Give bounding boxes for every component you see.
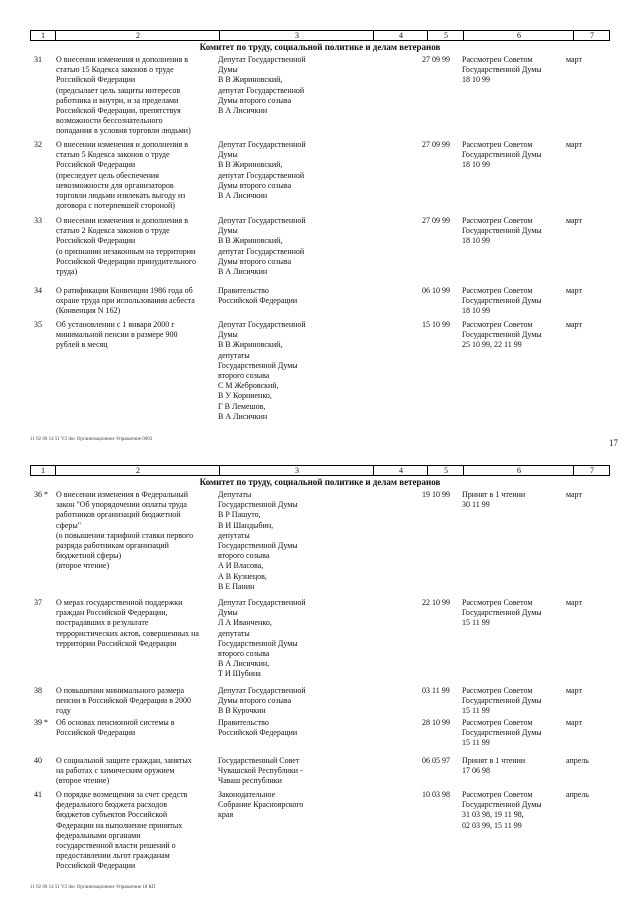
bill-status-line: Рассмотрен Советом bbox=[462, 598, 533, 607]
bill-title-line: работника и внутри, и за пределами bbox=[56, 95, 179, 105]
submission-date: 03 11 99 bbox=[422, 686, 450, 695]
bill-author-line: А В Кузнецов, bbox=[218, 571, 267, 581]
bill-author-line: Думы второго созыва bbox=[218, 180, 292, 190]
bill-title-line: возможности бессознательного bbox=[56, 116, 163, 126]
bill-author-line: второго созыва bbox=[218, 649, 270, 659]
row-number: 34 bbox=[34, 286, 42, 295]
column-header-cell: 3 bbox=[219, 466, 374, 475]
bill-title-line: О мерах государственной поддержки bbox=[56, 598, 183, 607]
bill-title-line: сферы" bbox=[56, 520, 82, 530]
row-number: 32 bbox=[34, 140, 42, 149]
bill-author-line: Л А Иванченко, bbox=[218, 618, 272, 628]
bill-title-line: федеральными органами bbox=[56, 830, 141, 840]
bill-status-line: 25 10 99, 22 11 99 bbox=[462, 340, 522, 350]
bill-title-line: пострадавших в результате bbox=[56, 618, 149, 628]
bill-status bbox=[462, 320, 566, 351]
bill-status-line: 18 10 99 bbox=[462, 306, 490, 316]
planned-month: март bbox=[566, 718, 582, 727]
column-header-row bbox=[30, 30, 610, 41]
bill-author-line: В В Жириновский, bbox=[218, 236, 283, 246]
bill-title-line: статью 15 Кодекса законов о труде bbox=[56, 65, 174, 75]
bill-status bbox=[462, 718, 566, 749]
bill-title-line: Об основах пенсионной системы в bbox=[56, 718, 175, 727]
bill-author-line: Правительство bbox=[218, 286, 269, 295]
bill-title-line: попадания в условия торговли людьми) bbox=[56, 126, 191, 136]
row-number: 38 bbox=[34, 686, 42, 695]
bill-author-line: Думы второго созыва bbox=[218, 696, 292, 706]
submission-date: 27 09 99 bbox=[422, 216, 450, 225]
bill-author-line: С М Жебровский, bbox=[218, 381, 279, 391]
bill-status bbox=[462, 286, 566, 317]
bill-author-line: Правительство bbox=[218, 718, 269, 727]
bill-author-line: Российской Федерации bbox=[218, 728, 298, 738]
bill-author-line: Государственной Думы bbox=[218, 541, 298, 551]
bill-title-line: Российской Федерации bbox=[56, 236, 136, 246]
bill-title-line: О внесении изменения и дополнения в bbox=[56, 216, 189, 225]
column-header-cell: 1 bbox=[41, 466, 45, 475]
column-header-cell: 6 bbox=[463, 31, 574, 40]
bill-author-line: Депутат Государственной bbox=[218, 686, 306, 695]
planned-month: апрель bbox=[566, 756, 589, 765]
bill-author bbox=[218, 790, 346, 821]
row-number: 33 bbox=[34, 216, 42, 225]
bill-status-line: 31 03 98, 19 11 98, bbox=[462, 810, 524, 820]
column-header-cell: 5 bbox=[427, 31, 464, 40]
row-number: 41 bbox=[34, 790, 42, 799]
column-header-cell: 3 bbox=[219, 31, 374, 40]
bill-author-line: депутаты bbox=[218, 530, 250, 540]
bill-status-line: 18 10 99 bbox=[462, 236, 490, 246]
bill-author-line: Думы bbox=[218, 330, 238, 340]
bill-author bbox=[218, 598, 346, 680]
bill-title-line: разряда работникам организаций bbox=[56, 541, 169, 551]
bill-status-line: Государственной Думы bbox=[462, 226, 542, 236]
column-header-cell: 4 bbox=[373, 31, 428, 40]
bill-title-line: О ратификации Конвенции 1986 года об bbox=[56, 286, 193, 295]
bill-status bbox=[462, 598, 566, 629]
page-footer: 11 02 00 14 51 V2 doc Организационное Управление 18 КП bbox=[30, 885, 156, 890]
submission-date: 27 09 99 bbox=[422, 140, 450, 149]
submission-date: 27 09 99 bbox=[422, 55, 450, 64]
bill-author-line: В А Лисичкин, bbox=[218, 659, 270, 669]
bill-title-line: (преследует цель обеспечения bbox=[56, 170, 159, 180]
bill-author bbox=[218, 55, 346, 116]
bill-author-line: В В Жириновский, bbox=[218, 75, 283, 85]
bill-title-line: минимальной пенсии в размере 900 bbox=[56, 330, 178, 340]
bill-title-line: на работах с химическим оружием bbox=[56, 766, 175, 776]
bill-author-line: В И Шандыбин, bbox=[218, 520, 274, 530]
bill-author-line: депутат Государственной bbox=[218, 246, 305, 256]
bill-author-line: Депутат Государственной bbox=[218, 140, 306, 149]
planned-month: март bbox=[566, 598, 582, 607]
bill-author bbox=[218, 756, 346, 787]
bill-title-line: федерального бюджета расходов bbox=[56, 800, 168, 810]
bill-title-line: охране труда при использовании асбеста bbox=[56, 296, 195, 306]
bill-title-line: Об установлении с 1 января 2000 г bbox=[56, 320, 175, 329]
bill-author-line: Депутат Государственной bbox=[218, 55, 306, 64]
bill-author bbox=[218, 320, 346, 422]
submission-date: 06 05 97 bbox=[422, 756, 450, 765]
bill-author-line: Российской Федерации bbox=[218, 296, 298, 306]
bill-title-line: О повышении минимального размера bbox=[56, 686, 185, 695]
submission-date: 06 10 99 bbox=[422, 286, 450, 295]
bill-title-line: Федерации на выполнение принятых bbox=[56, 820, 183, 830]
column-header-row bbox=[30, 465, 610, 476]
bill-title bbox=[56, 140, 216, 211]
bill-author-line: В А Лисичкин bbox=[218, 191, 268, 201]
bill-title-line: Российской Федерации bbox=[56, 728, 136, 738]
bill-status-line: 15 11 99 bbox=[462, 738, 490, 748]
column-header-cell: 7 bbox=[573, 31, 610, 40]
bill-author-line: А И Власова, bbox=[218, 561, 264, 571]
bill-status-line: 18 10 99 bbox=[462, 160, 490, 170]
column-header-cell: 6 bbox=[463, 466, 574, 475]
bill-status-line: Государственной Думы bbox=[462, 330, 542, 340]
bill-status bbox=[462, 756, 566, 776]
bill-title-line: (о признании незаконным на территории bbox=[56, 246, 196, 256]
bill-status bbox=[462, 790, 566, 831]
submission-date: 19 10 99 bbox=[422, 490, 450, 499]
bill-author bbox=[218, 718, 346, 738]
bill-author-line: Думы bbox=[218, 65, 238, 75]
planned-month: март bbox=[566, 55, 582, 64]
bill-status-line: Рассмотрен Советом bbox=[462, 320, 533, 329]
bill-author-line: депутаты bbox=[218, 350, 250, 360]
bill-title-line: закон "Об упорядочении оплаты труда bbox=[56, 500, 187, 510]
bill-title-line: граждан Российской Федерации, bbox=[56, 608, 168, 618]
row-number: 31 bbox=[34, 55, 42, 64]
planned-month: март bbox=[566, 286, 582, 295]
bill-title-line: труда) bbox=[56, 267, 78, 277]
bill-title-line: пенсии в Российской Федерации в 2000 bbox=[56, 696, 191, 706]
bill-status-line: Рассмотрен Советом bbox=[462, 55, 533, 64]
planned-month: март bbox=[566, 320, 582, 329]
bill-title-line: О социальной защите граждан, занятых bbox=[56, 756, 192, 765]
bill-status-line: Рассмотрен Советом bbox=[462, 286, 533, 295]
bill-status-line: Государственной Думы bbox=[462, 728, 542, 738]
column-header-cell: 2 bbox=[55, 31, 220, 40]
bill-status-line: Принят в 1 чтении bbox=[462, 756, 526, 765]
bill-status-line: Государственной Думы bbox=[462, 150, 542, 160]
bill-title-line: торговли людьми извлекать выгоду из bbox=[56, 191, 186, 201]
bill-author-line: Думы bbox=[218, 608, 238, 618]
bill-title-line: (Конвенция N 162) bbox=[56, 306, 121, 316]
bill-title-line: Российской Федерации bbox=[56, 160, 136, 170]
column-header-cell: 5 bbox=[427, 466, 464, 475]
bill-status-line: 18 10 99 bbox=[462, 75, 490, 85]
bill-title-line: О внесении изменения в Федеральный bbox=[56, 490, 189, 499]
bill-title-line: договора с потерпевшей стороной) bbox=[56, 201, 175, 211]
column-header-cell: 4 bbox=[373, 466, 428, 475]
bill-status-line: Рассмотрен Советом bbox=[462, 790, 533, 799]
bill-title-line: бюджетов субъектов Российской bbox=[56, 810, 168, 820]
bill-author-line: второго созыва bbox=[218, 551, 270, 561]
bill-status-line: 17 06 98 bbox=[462, 766, 490, 776]
planned-month: март bbox=[566, 686, 582, 695]
submission-date: 22 10 99 bbox=[422, 598, 450, 607]
bill-author-line: В А Лисичкин bbox=[218, 106, 268, 116]
bill-author-line: Депутат Государственной bbox=[218, 216, 306, 225]
bill-status-line: Принят в 1 чтении bbox=[462, 490, 526, 499]
bill-title-line: невозможности для организаторов bbox=[56, 180, 174, 190]
page-footer: 11 02 00 14 51 V2 doc Организационное Управление 0003 bbox=[30, 437, 153, 442]
bill-author-line: Т И Шубина bbox=[218, 669, 261, 679]
bill-status-line: Государственной Думы bbox=[462, 696, 542, 706]
bill-status-line: Государственной Думы bbox=[462, 65, 542, 75]
bill-author-line: депутат Государственной bbox=[218, 85, 305, 95]
bill-author-line: Законодательное bbox=[218, 790, 276, 799]
bill-author-line: Депутаты bbox=[218, 490, 252, 499]
bill-author bbox=[218, 490, 346, 592]
bill-title bbox=[56, 55, 216, 137]
bill-author-line: Государственной Думы bbox=[218, 638, 298, 648]
bill-status bbox=[462, 490, 566, 510]
bill-status bbox=[462, 686, 566, 717]
bill-title-line: (второе чтение) bbox=[56, 561, 110, 571]
bill-author-line: второго созыва bbox=[218, 371, 270, 381]
bill-title bbox=[56, 718, 216, 738]
bill-author-line: Государственный Совет bbox=[218, 756, 300, 765]
bill-status bbox=[462, 140, 566, 171]
bill-status-line: 15 11 99 bbox=[462, 618, 490, 628]
bill-status-line: 02 03 99, 15 11 99 bbox=[462, 820, 522, 830]
column-header-cell: 2 bbox=[55, 466, 220, 475]
bill-status-line: 30 11 99 bbox=[462, 500, 490, 510]
bill-title-line: работников организаций бюджетной bbox=[56, 510, 181, 520]
committee-heading: Комитет по труду, социальной политике и делам ветеранов bbox=[199, 42, 441, 52]
bill-author bbox=[218, 286, 346, 306]
bill-author-line: депутаты bbox=[218, 628, 250, 638]
bill-status bbox=[462, 216, 566, 247]
bill-title-line: Российской Федерации, препятствуя bbox=[56, 106, 181, 116]
bill-status-line: Государственной Думы bbox=[462, 800, 542, 810]
bill-author-line: В В Жириновский, bbox=[218, 340, 283, 350]
row-number: 36 * bbox=[34, 490, 48, 499]
submission-date: 10 03 98 bbox=[422, 790, 450, 799]
bill-title bbox=[56, 598, 216, 649]
row-number: 40 bbox=[34, 756, 42, 765]
bill-title-line: Российской Федерации bbox=[56, 75, 136, 85]
bill-status-line: Рассмотрен Советом bbox=[462, 140, 533, 149]
bill-author-line: В В Жириновский, bbox=[218, 160, 283, 170]
bill-author-line: Депутат Государственной bbox=[218, 320, 306, 329]
column-header-cell: 1 bbox=[41, 31, 45, 40]
bill-title-line: бюджетной сферы) bbox=[56, 551, 122, 561]
bill-title-line: О внесении изменения и дополнения в bbox=[56, 140, 189, 149]
bill-title-line: О порядке возмещения за счет средств bbox=[56, 790, 188, 799]
bill-author-line: Думы второго созыва bbox=[218, 256, 292, 266]
bill-title-line: статью 5 Кодекса законов о труде bbox=[56, 150, 170, 160]
bill-title-line: государственной власти решений о bbox=[56, 841, 176, 851]
bill-author-line: В Р Пашуто, bbox=[218, 510, 261, 520]
bill-title-line: статью 2 Кодекса законов о труде bbox=[56, 226, 170, 236]
bill-author-line: Депутат Государственной bbox=[218, 598, 306, 607]
bill-author-line: Думы bbox=[218, 150, 238, 160]
bill-title bbox=[56, 286, 216, 317]
bill-status-line: Рассмотрен Советом bbox=[462, 216, 533, 225]
row-number: 35 bbox=[34, 320, 42, 329]
bill-author-line: Чувашской Республики - bbox=[218, 766, 303, 776]
bill-author-line: Чаваш республики bbox=[218, 776, 282, 786]
bill-title bbox=[56, 490, 216, 572]
bill-title-line: Российской Федерации принудительного bbox=[56, 256, 196, 266]
bill-author-line: В Е Панин bbox=[218, 581, 255, 591]
bill-title-line: террористических актов, совершенных на bbox=[56, 628, 199, 638]
bill-title bbox=[56, 216, 216, 277]
bill-author-line: В У Корниенко, bbox=[218, 391, 272, 401]
bill-title-line: (предсылает цель защиты интересов bbox=[56, 85, 181, 95]
bill-status-line: Государственной Думы bbox=[462, 296, 542, 306]
bill-author-line: В А Лисичкин bbox=[218, 411, 268, 421]
bill-title bbox=[56, 756, 216, 787]
bill-author-line: В В Курочкин bbox=[218, 706, 266, 716]
column-header-cell: 7 bbox=[573, 466, 610, 475]
bill-author-line: Думы второго созыва bbox=[218, 95, 292, 105]
bill-status-line: Рассмотрен Советом bbox=[462, 718, 533, 727]
bill-title-line: году bbox=[56, 706, 71, 716]
bill-status-line: 15 11 99 bbox=[462, 706, 490, 716]
bill-author-line: депутат Государственной bbox=[218, 170, 305, 180]
bill-title-line: Российской Федерации bbox=[56, 861, 136, 871]
bill-author bbox=[218, 140, 346, 201]
bill-title-line: (о повышении тарифной ставки первого bbox=[56, 530, 194, 540]
bill-author-line: Г В Лемешов, bbox=[218, 401, 266, 411]
row-number: 37 bbox=[34, 598, 42, 607]
bill-title bbox=[56, 790, 216, 872]
bill-author-line: Собрание Красноярского bbox=[218, 800, 304, 810]
committee-heading: Комитет по труду, социальной политике и делам ветеранов bbox=[199, 477, 441, 487]
bill-title bbox=[56, 320, 216, 351]
bill-author bbox=[218, 686, 346, 717]
bill-title-line: рублей в месяц bbox=[56, 340, 108, 350]
bill-author-line: Государственной Думы bbox=[218, 500, 298, 510]
planned-month: март bbox=[566, 216, 582, 225]
bill-author-line: края bbox=[218, 810, 234, 820]
bill-title-line: (второе чтение) bbox=[56, 776, 110, 786]
bill-title-line: О внесении изменения и дополнения в bbox=[56, 55, 189, 64]
bill-title-line: предоставлении льгот гражданам bbox=[56, 851, 170, 861]
bill-author bbox=[218, 216, 346, 277]
bill-author-line: Думы bbox=[218, 226, 238, 236]
bill-title-line: территории Российской Федерации bbox=[56, 638, 177, 648]
bill-status-line: Государственной Думы bbox=[462, 608, 542, 618]
page-number: 17 bbox=[609, 438, 618, 448]
planned-month: март bbox=[566, 490, 582, 499]
bill-title bbox=[56, 686, 216, 717]
submission-date: 15 10 99 bbox=[422, 320, 450, 329]
bill-author-line: В А Лисичкин bbox=[218, 267, 268, 277]
planned-month: март bbox=[566, 140, 582, 149]
submission-date: 28 10 99 bbox=[422, 718, 450, 727]
planned-month: апрель bbox=[566, 790, 589, 799]
row-number: 39 * bbox=[34, 718, 48, 727]
bill-author-line: Государственной Думы bbox=[218, 360, 298, 370]
bill-status bbox=[462, 55, 566, 86]
bill-status-line: Рассмотрен Советом bbox=[462, 686, 533, 695]
